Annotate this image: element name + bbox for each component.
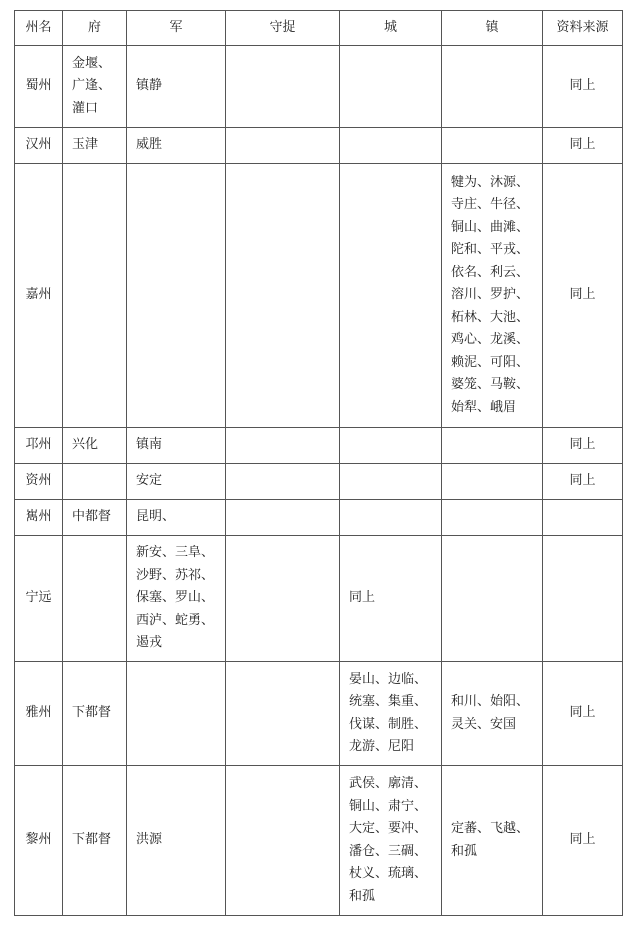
cell-zhen bbox=[442, 536, 543, 662]
cell-fu bbox=[63, 464, 127, 500]
cell-zhen: 和川、始阳、 灵关、安国 bbox=[442, 662, 543, 766]
cell-source bbox=[543, 536, 623, 662]
cell-cheng bbox=[340, 500, 442, 536]
cell-shouzhuo bbox=[226, 464, 340, 500]
table-row bbox=[15, 766, 623, 916]
cell-fu bbox=[63, 536, 127, 662]
cell-shouzhuo bbox=[226, 128, 340, 164]
cell-fu bbox=[63, 164, 127, 428]
table-row bbox=[15, 536, 623, 662]
cell-zhou: 汉州 bbox=[15, 128, 63, 164]
table-row bbox=[15, 46, 623, 128]
cell-zhen bbox=[442, 128, 543, 164]
table-row bbox=[15, 500, 623, 536]
cell-zhou: 资州 bbox=[15, 464, 63, 500]
cell-zhou: 邛州 bbox=[15, 428, 63, 464]
cell-zhou: 嘉州 bbox=[15, 164, 63, 428]
header-jun: 军 bbox=[127, 11, 226, 46]
cell-shouzhuo bbox=[226, 536, 340, 662]
cell-fu: 下都督 bbox=[63, 766, 127, 916]
table-row bbox=[15, 464, 623, 500]
header-cheng: 城 bbox=[340, 11, 442, 46]
cell-fu: 玉津 bbox=[63, 128, 127, 164]
cell-source: 同上 bbox=[543, 464, 623, 500]
cell-source: 同上 bbox=[543, 428, 623, 464]
cell-fu: 兴化 bbox=[63, 428, 127, 464]
cell-shouzhuo bbox=[226, 662, 340, 766]
cell-cheng bbox=[340, 428, 442, 464]
cell-shouzhuo bbox=[226, 500, 340, 536]
table-row bbox=[15, 164, 623, 428]
cell-cheng: 武侯、廓清、 铜山、肃宁、 大定、要冲、 潘仓、三碉、 杖义、琉璃、 和孤 bbox=[340, 766, 442, 916]
cell-jun bbox=[127, 662, 226, 766]
cell-shouzhuo bbox=[226, 164, 340, 428]
cell-cheng bbox=[340, 464, 442, 500]
cell-source: 同上 bbox=[543, 128, 623, 164]
cell-fu: 下都督 bbox=[63, 662, 127, 766]
header-shouzhuo: 守捉 bbox=[226, 11, 340, 46]
cell-zhen bbox=[442, 46, 543, 128]
cell-shouzhuo bbox=[226, 46, 340, 128]
cell-jun: 镇静 bbox=[127, 46, 226, 128]
header-source: 资料来源 bbox=[543, 11, 623, 46]
cell-fu: 金堰、 广逢、 灌口 bbox=[63, 46, 127, 128]
cell-zhen bbox=[442, 464, 543, 500]
cell-zhen bbox=[442, 500, 543, 536]
table-row bbox=[15, 128, 623, 164]
cell-source: 同上 bbox=[543, 46, 623, 128]
cell-jun: 安定 bbox=[127, 464, 226, 500]
cell-shouzhuo bbox=[226, 766, 340, 916]
cell-jun: 新安、三阜、 沙野、苏祁、 保塞、罗山、 西泸、蛇勇、 遏戎 bbox=[127, 536, 226, 662]
cell-zhou: 宁远 bbox=[15, 536, 63, 662]
cell-cheng: 同上 bbox=[340, 536, 442, 662]
cell-cheng bbox=[340, 128, 442, 164]
prefecture-military-table bbox=[14, 10, 623, 916]
cell-zhou: 嶲州 bbox=[15, 500, 63, 536]
table-row bbox=[15, 428, 623, 464]
cell-zhen: 定蕃、飞越、 和孤 bbox=[442, 766, 543, 916]
cell-zhou: 蜀州 bbox=[15, 46, 63, 128]
cell-zhen: 犍为、沐源、 寺庄、牛径、 铜山、曲滩、 陀和、平戎、 依名、利云、 溶川、罗护、 柘林、大池、 鸡心、龙溪、 赖泥、可阳、 婆笼、马鞍、 始犁、峨眉 bbox=[442, 164, 543, 428]
cell-jun: 昆明、 bbox=[127, 500, 226, 536]
cell-source bbox=[543, 500, 623, 536]
header-fu: 府 bbox=[63, 11, 127, 46]
cell-cheng bbox=[340, 164, 442, 428]
cell-source: 同上 bbox=[543, 164, 623, 428]
cell-zhou: 雅州 bbox=[15, 662, 63, 766]
table-row bbox=[15, 662, 623, 766]
header-zhou: 州名 bbox=[15, 11, 63, 46]
cell-jun bbox=[127, 164, 226, 428]
cell-jun: 洪源 bbox=[127, 766, 226, 916]
cell-cheng bbox=[340, 46, 442, 128]
cell-cheng: 晏山、边临、 统塞、集重、 伐谋、制胜、 龙游、尼阳 bbox=[340, 662, 442, 766]
cell-jun: 威胜 bbox=[127, 128, 226, 164]
header-zhen: 镇 bbox=[442, 11, 543, 46]
cell-source: 同上 bbox=[543, 662, 623, 766]
cell-zhen bbox=[442, 428, 543, 464]
cell-shouzhuo bbox=[226, 428, 340, 464]
cell-zhou: 黎州 bbox=[15, 766, 63, 916]
cell-fu: 中都督 bbox=[63, 500, 127, 536]
header-row bbox=[15, 11, 623, 46]
cell-source: 同上 bbox=[543, 766, 623, 916]
cell-jun: 镇南 bbox=[127, 428, 226, 464]
